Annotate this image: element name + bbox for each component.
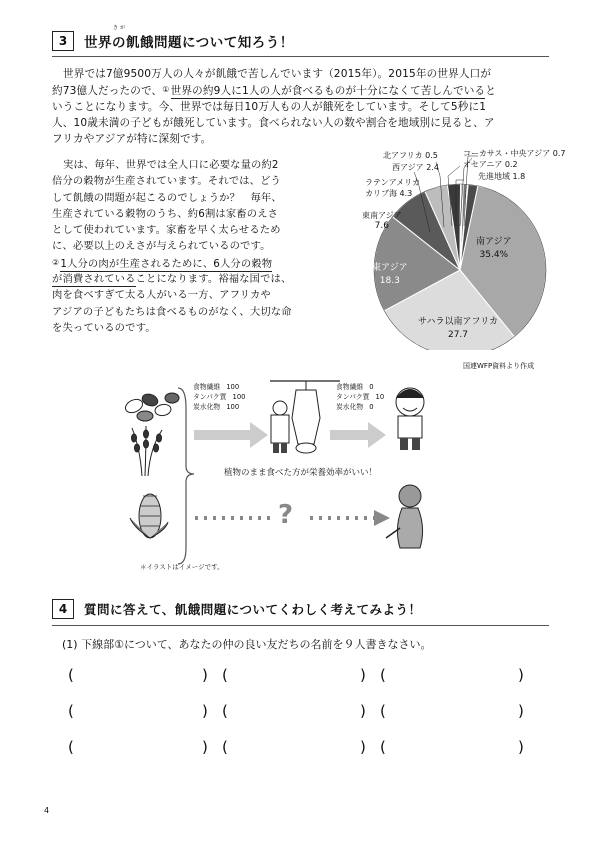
question-mark: ? [278,500,294,530]
paren-open: ( [222,738,228,756]
paren-open: ( [68,666,74,684]
corn-icon [130,494,168,538]
label-caucasus: コーカサス・中央アジア 0.7 [463,149,566,158]
underline-1: 世界の約9人に1人の人が食べるものが十分になくて苦しんでいる [170,85,486,98]
section-title: 世界の飢餓問題について知ろう！ [84,35,294,51]
nutrient-row: タンパク質 10 [336,393,385,402]
text-line: フリカやアジアが特に深刻です。 [52,133,212,146]
paren-close: ) [518,738,524,756]
section-rule [52,56,549,57]
arrow-shaft [330,430,370,440]
marker-1: ① [162,85,170,95]
answer-row [62,738,532,756]
arrow-shaft [194,430,252,440]
label-east-asia: 東アジア 18.3 [372,263,408,286]
nutrients-right [336,382,384,413]
text-line: いうことになります。今、世界では毎日10万人もの人が餓死をしています。そして5秒に1 [52,100,487,113]
child-icon [396,388,424,450]
label-developed: 先進地域 1.8 [478,172,526,181]
question-1: (1) 下線部①について、あなたの仲の良い友だちの名前を９人書きなさい。 [62,638,432,651]
section-number: 4 [52,599,74,619]
nutrient-row: タンパク質 100 [193,393,246,402]
label-n-africa: 北アフリカ 0.5 [383,151,438,160]
page-number: 4 [44,806,50,815]
nutrient-row: 炭水化物 100 [193,403,240,412]
carcass-icon [292,381,320,453]
starving-child-icon [386,485,423,548]
text-line: 肉を食べすぎて太る人がいる一方、アフリカや [52,289,271,302]
text-line: アジアの子どもたちは食べるものがなく、大切な命 [52,305,292,318]
nutrients-left [193,382,246,413]
label-w-asia: 西アジア 2.4 [392,163,439,172]
nutrient-row: 食物繊維 0 [336,383,374,391]
paren-open: ( [380,702,386,720]
text-line: 約73億人だったので、①世界の約9人に1人の人が食べるものが十分になくて苦しんでいると [52,85,496,98]
text-line: 人、10歳未満の子どもが餓死しています。食べられない人の数や割合を地域別に見ると、ア [52,116,495,129]
arrow-head [250,422,268,448]
underline-2a: 1人分の肉が生産されるために、6人分の穀物 [60,257,273,270]
paren-close: ) [202,738,208,756]
paren-open: ( [222,666,228,684]
paragraph-1 [52,66,496,147]
brace [178,388,194,564]
paren-close: ) [202,666,208,684]
nutrient-row: 食物繊維 100 [193,383,240,391]
paren-close: ) [518,666,524,684]
paren-open: ( [222,702,228,720]
section-rule [52,625,549,626]
section-number: 3 [52,31,74,51]
marker-2: ② [52,257,60,267]
answer-row [62,666,532,684]
text-line [52,255,292,271]
text-line: して飢餓の問題が起こるのでしょうか？ 毎年、 [52,191,282,204]
underline-2b: が消費されている [52,273,136,286]
illustration-note: ＊イラストはイメージです。 [140,563,224,571]
answer-row [62,702,532,720]
paren-open: ( [68,738,74,756]
chart-source: 国連WFP資料より作成 [463,362,535,370]
section-title: 質問に答えて、飢餓問題についてくわしく考えてみよう！ [84,602,422,617]
beans-icon [123,392,179,421]
paren-close: ) [202,702,208,720]
label-oceania: オセアニア 0.2 [463,160,518,169]
ruby-kiga: きが [113,25,128,31]
label-south-asia: 南アジア 35.4% [476,237,512,260]
paren-close: ) [360,702,366,720]
section-4-header [52,598,422,620]
efficiency-caption: 植物のまま食べた方が栄養効率がいい！ [224,468,378,478]
paren-close: ) [518,702,524,720]
rice-icon [132,426,163,476]
text-line: に、必要以上のえさが与えられているのです。 [52,240,271,253]
label-latam: ラテンアメリカ カリブ海 4.3 [365,178,421,198]
text-line: として使われています。家畜を早く太らせるため [52,224,281,237]
label-se-asia: 東南アジア 7.6 [362,211,402,231]
section-3-header [52,30,294,52]
paren-close: ) [360,738,366,756]
text-line: を失っているのです。 [52,321,156,334]
text-line: 生産されている穀物のうち、約6割は家畜のえさ [52,207,279,220]
label-ssa: サハラ以南アフリカ 27.7 [418,317,499,340]
paragraph-2 [52,157,292,336]
text-line: 倍分の穀物が生産されています。それでは、どう [52,175,282,188]
paren-close: ) [360,666,366,684]
butcher-icon [271,401,289,453]
paren-open: ( [380,738,386,756]
text-line: 世界では7億9500万人の人々が飢餓で苦しんでいます（2015年）。2015年の世界人口が [63,68,492,80]
arrow-head [368,422,386,448]
nutrient-row: 炭水化物 0 [336,403,374,412]
paren-open: ( [68,702,74,720]
illustration [110,378,560,578]
text-line: 実は、毎年、世界では全人口に必要な量の約2 [63,159,279,171]
text-line: が消費されていることになります。裕福な国では、 [52,273,292,286]
paren-open: ( [380,666,386,684]
